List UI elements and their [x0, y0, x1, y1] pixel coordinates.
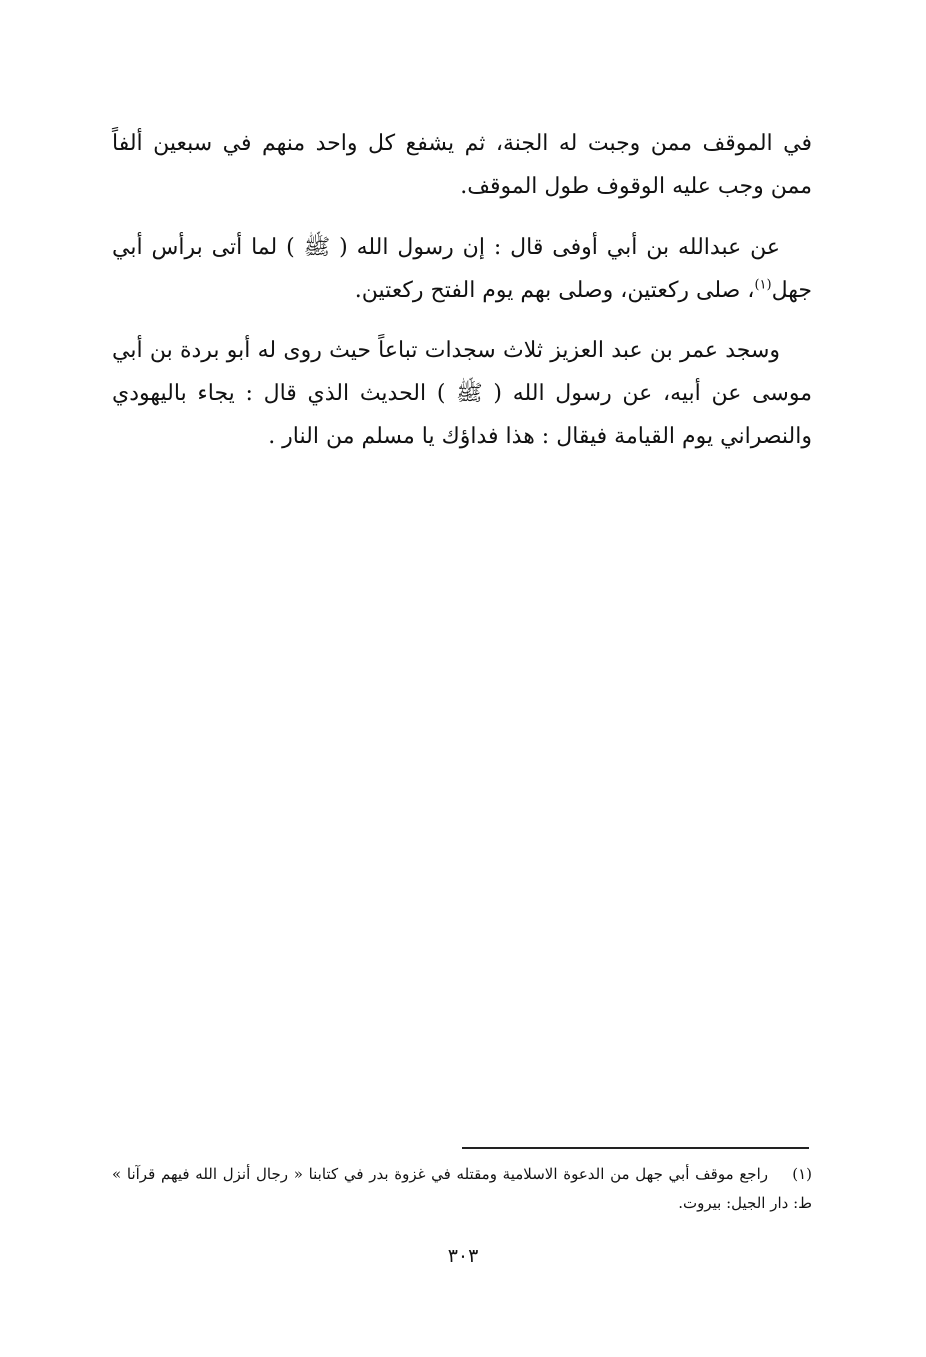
page-number: ٣٠٣ — [447, 1245, 479, 1267]
footnote-number: (١) — [792, 1165, 812, 1183]
paragraph-2 — [112, 226, 812, 312]
paragraph-3: وسجد عمر بن عبد العزيز ثلاث سجدات تباعاً حيث روى له أبو بردة بن أبي موسى عن أبيه، عن رسول الله ( ﷺ ) الحديث الذي قال : يجاء باليهودي والنصراني يوم القيامة فيقال : هذا فداؤك يا مسلم من النار . — [112, 338, 812, 449]
paragraph-2-text-start: عن عبدالله بن أبي أوفى قال : إن رسول الله ( ﷺ ) لما أتى برأس أبي جهل — [112, 235, 812, 303]
paragraph-1: في الموقف ممن وجبت له الجنة، ثم يشفع كل واحد منهم في سبعين ألفاً ممن وجب عليه الوقوف طول الموقف. — [112, 131, 812, 199]
footnote-divider — [462, 1147, 809, 1149]
footnote-text: راجع موقف أبي جهل من الدعوة الاسلامية ومقتله في غزوة بدر في كتابنا « رجال أنزل الله فيهم قرآنا » ط: دار الجيل: بيروت. — [112, 1165, 812, 1212]
footnote — [112, 1160, 812, 1218]
footnote-reference: (١) — [754, 277, 772, 293]
paragraph-2-text-end: ، صلى ركعتين، وصلى بهم يوم الفتح ركعتين. — [354, 278, 755, 303]
